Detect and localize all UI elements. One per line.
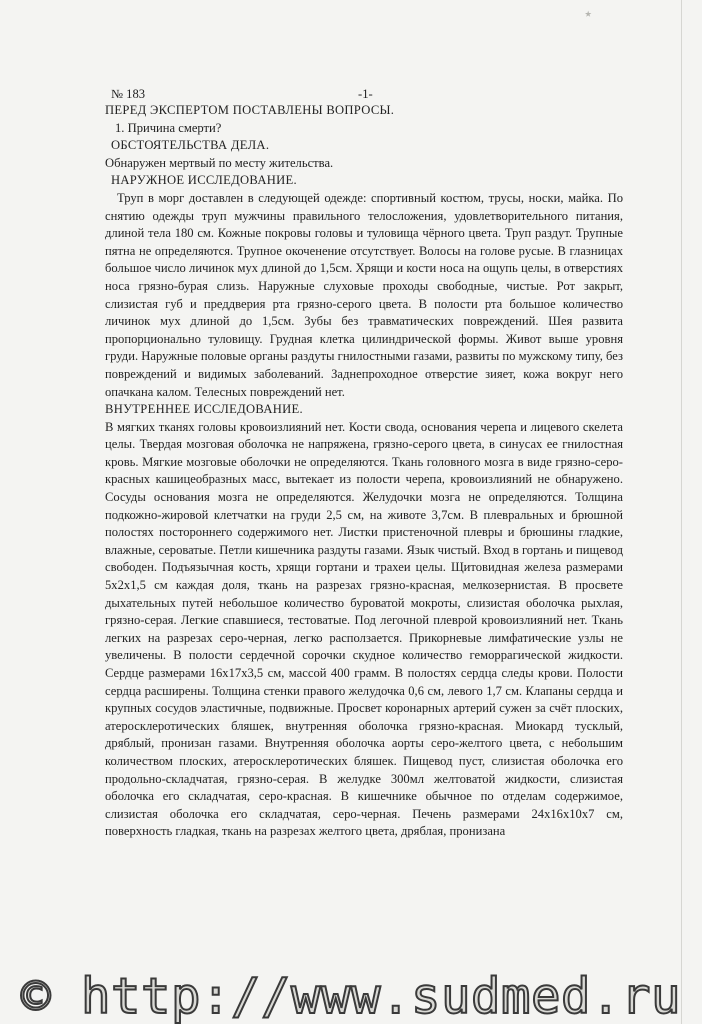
document-body	[105, 86, 623, 841]
external-exam-text: Труп в морг доставлен в следующей одежде: спортивный костюм, трусы, носки, майка. По снятию одежды труп мужчины правильного телосложения, удовлетворительного питания, длиной тела 180 см. Кожные покровы головы и туловища чёрного цвета. Труп раздут. Трупные пятна не определяются. Трупное окоченение отсутствует. Волосы на голове русые. В глазницах большое число личинок мух длиной до 1,5см. Хрящи и кости носа на ощупь целы, в отверстиях носа грязно-бурая слизь. Наружные слуховые проходы свободные, чистые. Рот закрыт, слизистая губ и преддверия рта грязно-серого цвета. В полости рта большое количество личинок мух длиной до 1,5см. Зубы без травматических повреждений. Шея развита пропорционально туловищу. Грудная клетка цилиндрической формы. Живот выше уровня груди. Наружные половые органы раздуты гнилостными газами, развиты по мужскому типу, без повреждений и видимых заболеваний. Заднепроходное отверстие зияет, кожа вокруг него опачкана калом. Телесных повреждений нет.	[105, 190, 623, 399]
internal-exam-text: В мягких тканях головы кровоизлияний нет. Кости свода, основания черепа и лицевого скелета целы. Твердая мозговая оболочка не напряжена, грязно-серого цвета, в синусах ее гнилостная кровь. Мягкие мозговые оболочки не определяются. Ткань головного мозга в виде грязно-серо-красных кашицеобразных масс, вытекает из полости черепа, кровоизлияний не обнаружено. Сосуды основания мозга не определяются. Желудочки мозга не определяются. Толщина подкожно-жировой клетчатки на груди 2,5 см, на животе 3,7см. В плевральных и брюшной полостях постороннего содержимого нет. Листки пристеночной плевры и брюшины гладкие, влажные, сероватые. Петли кишечника раздуты газами. Язык чистый. Вход в гортань и пищевод свободен. Подъязычная кость, хрящи гортани и трахеи целы. Щитовидная железа размерами 5х2х1,5 см каждая доля, ткань на разрезах грязно-красная, мелкозернистая. В просвете дыхательных путей небольшое количество буроватой мокроты, слизистая оболочка рыхлая, грязно-серая. Легкие спавшиеся, тестоватые. Под легочной плеврой кровоизлияний нет. Ткань легких на разрезах серо-черная, легко расползается. Прикорневые лимфатические узлы не увеличены. В полости сердечной сорочки скудное количество геморрагической жидкости. Сердце размерами 16х17х3,5 см, массой 400 грамм. В полостях сердца следы крови. Полости сердца расширены. Толщина стенки правого желудочка 0,6 см, левого 1,7 см. Клапаны сердца и крупных сосудов эластичные, подвижные. Просвет коронарных артерий сужен за счёт плоских, атеросклеротических бляшек, внутренняя оболочка грязно-красная. Миокард тусклый, дряблый, пронизан газами. Внутренняя оболочка аорты серо-желтого цвета, с небольшим количеством плоских, атеросклеротических бляшек. Пищевод пуст, слизистая оболочка его продольно-складчатая, грязно-серая. В желудке 300мл желтоватой жидкости, слизистая оболочка его складчатая, серо-красная. В кишечнике обычное по отделам содержимое, слизистая оболочка его складчатая, серо-черная. Печень размерами 24х16х10х7 см, поверхность гладкая, ткань на разрезах желтого цвета, дряблая, пронизана	[105, 419, 623, 839]
page-number: -1-	[358, 87, 373, 101]
document-header	[105, 86, 623, 102]
external-exam-heading: НАРУЖНОЕ ИССЛЕДОВАНИЕ.	[111, 173, 297, 188]
questions-heading: ПЕРЕД ЭКСПЕРТОМ ПОСТАВЛЕНЫ ВОПРОСЫ.	[105, 103, 395, 117]
document-number: № 183	[111, 87, 146, 101]
corner-mark: ٭	[584, 6, 592, 22]
circumstances-text: Обнаружен мертвый по месту жительства.	[105, 155, 334, 170]
internal-exam-heading: ВНУТРЕННЕЕ ИССЛЕДОВАНИЕ.	[105, 402, 303, 417]
question-item: 1. Причина смерти?	[115, 120, 222, 135]
page-edge-line	[681, 0, 682, 1024]
circumstances-heading: ОБСТОЯТЕЛЬСТВА ДЕЛА.	[111, 138, 270, 153]
watermark-url: © http://www.sudmed.ru	[20, 967, 681, 1024]
